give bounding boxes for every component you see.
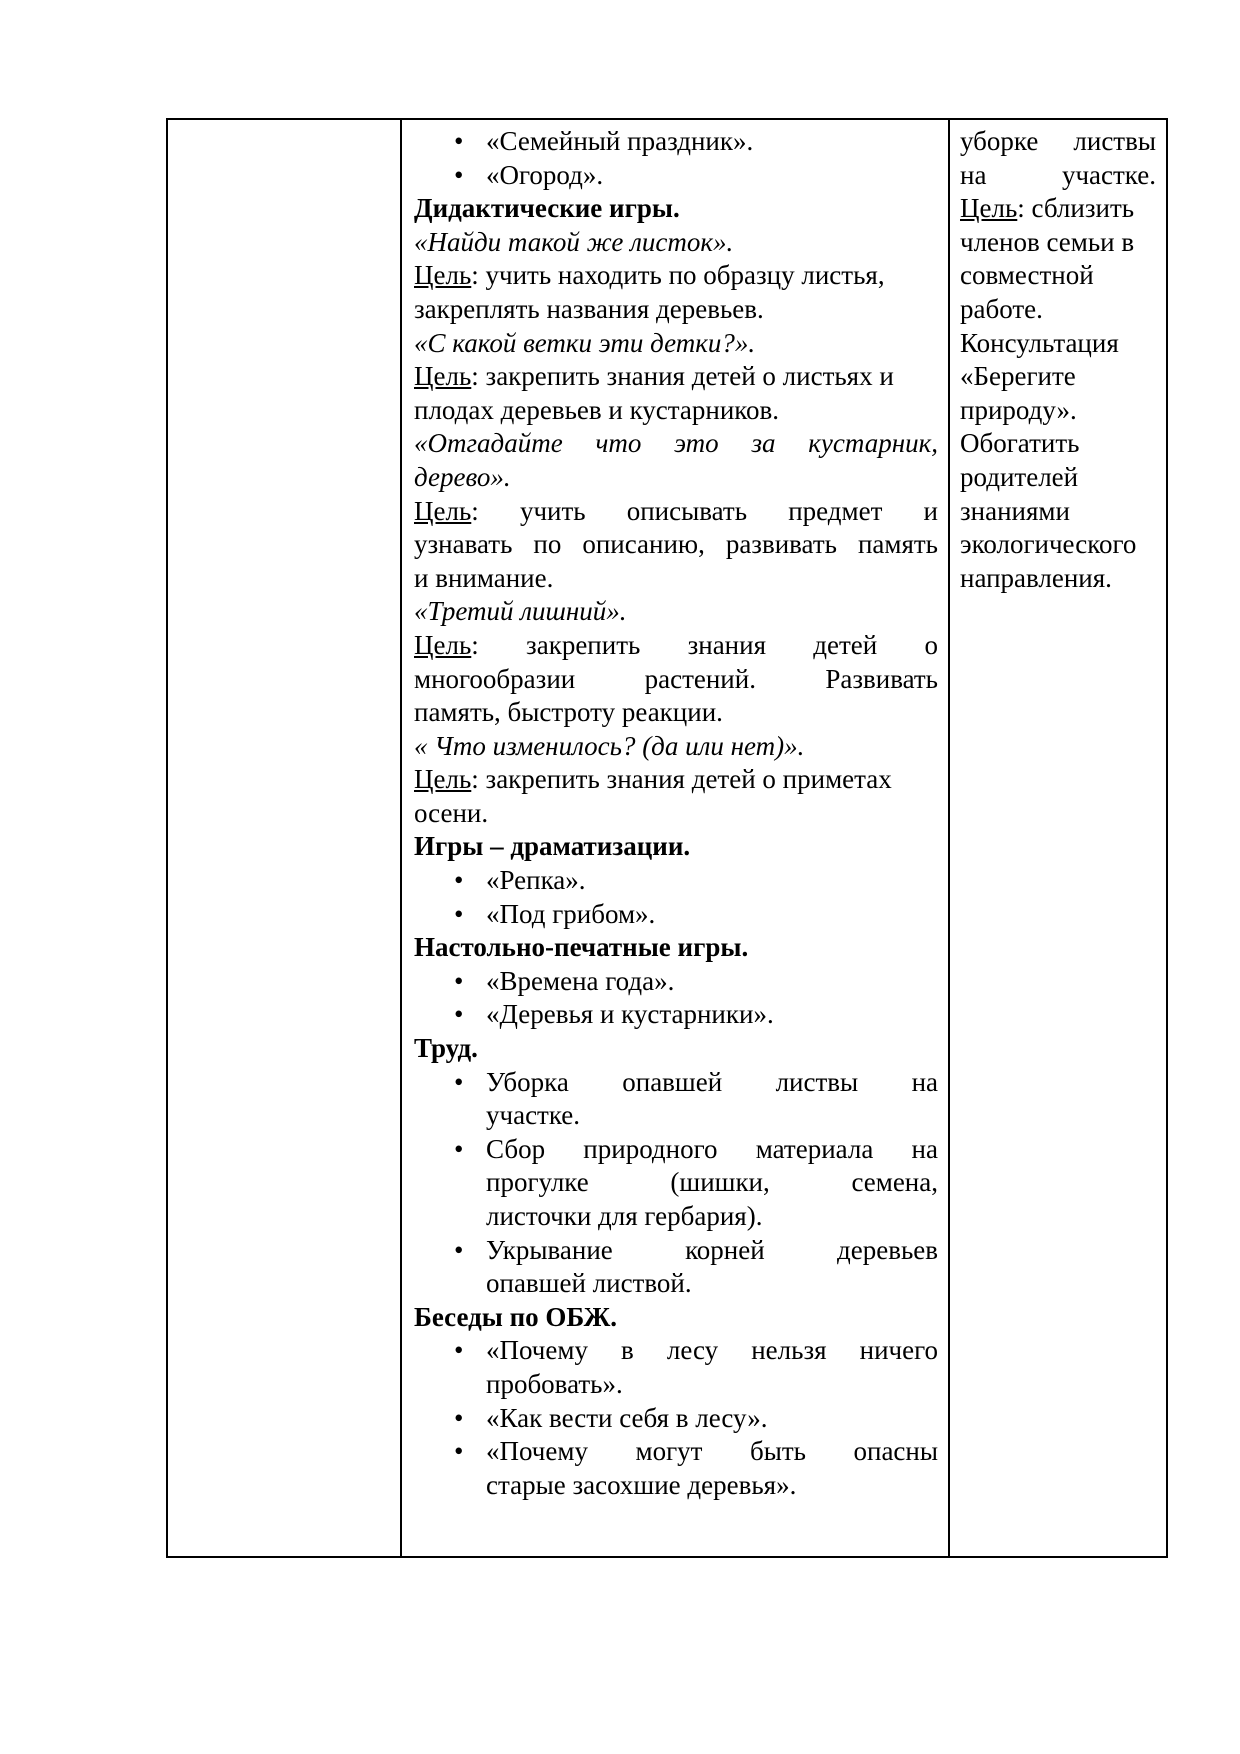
drama-list xyxy=(414,864,938,931)
goal-label: Цель xyxy=(414,495,472,526)
list-item: • Уборка опавшей листвы на участке. xyxy=(454,1066,938,1131)
game-goal: Цель: закрепить знания детей о приметах xyxy=(414,764,892,795)
game-goal: Цель: учить описывать предмет и xyxy=(414,495,938,526)
bullet-icon: • xyxy=(454,1436,464,1467)
list-item: • «Почему могут быть опасны старые засохшие деревья». xyxy=(454,1436,938,1500)
game-title-cont: дерево». xyxy=(414,461,511,492)
game-goal-cont: плодах деревьев и кустарников. xyxy=(414,394,780,425)
safety-heading: Беседы по ОБЖ. xyxy=(414,1301,618,1332)
board-heading: Настольно-печатные игры. xyxy=(414,932,749,963)
list-item: • «Почему в лесу нельзя ничего пробовать». xyxy=(454,1335,938,1399)
goal-label: Цель xyxy=(414,260,472,291)
game-goal-cont: закреплять названия деревьев. xyxy=(414,293,764,324)
list-item: • «Под грибом». xyxy=(414,898,938,932)
game-title: « Что изменилось? (да или нет)». xyxy=(414,730,805,761)
bullet-icon: • xyxy=(454,1234,464,1265)
bullet-icon: • xyxy=(454,1402,464,1433)
intro-list xyxy=(414,125,938,192)
text-line: на участке. xyxy=(960,159,1156,190)
list-item: • «Как вести себя в лесу». xyxy=(414,1402,938,1436)
list-item: • «Огород». xyxy=(414,159,938,193)
list-item: • «Семейный праздник». xyxy=(414,125,938,159)
list-item: • «Деревья и кустарники». xyxy=(414,998,938,1032)
goal-label: Цель xyxy=(414,764,472,795)
text-line: совместной xyxy=(960,260,1094,291)
table-row xyxy=(167,119,1167,1557)
bullet-icon: • xyxy=(454,965,464,996)
text-line: родителей xyxy=(960,461,1079,492)
goal-label: Цель xyxy=(414,629,472,660)
safety-list xyxy=(414,1334,938,1502)
goal-line: Цель: сблизить xyxy=(960,193,1135,224)
text-line: знаниями xyxy=(960,495,1070,526)
game-goal-cont: многообразии растений. Развивать xyxy=(414,663,938,694)
game-goal: Цель: закрепить знания детей о xyxy=(414,629,938,660)
drama-heading: Игры – драматизации. xyxy=(414,831,691,862)
game-title: «Найди такой же листок». xyxy=(414,226,734,257)
board-list xyxy=(414,965,938,1032)
game-goal: Цель: учить находить по образцу листья, xyxy=(414,260,885,291)
game-goal-cont: узнавать по описанию, развивать память xyxy=(414,529,938,560)
text-line: работе. xyxy=(960,293,1043,324)
text-line: природу». xyxy=(960,394,1077,425)
bullet-icon: • xyxy=(454,126,464,156)
labor-heading: Труд. xyxy=(414,1033,478,1064)
game-goal-cont: и внимание. xyxy=(414,562,554,593)
bullet-icon: • xyxy=(454,999,464,1030)
left-cell xyxy=(167,119,401,1557)
bullet-icon: • xyxy=(454,865,464,896)
bullet-icon: • xyxy=(454,1066,464,1097)
bullet-icon: • xyxy=(454,1133,464,1164)
text-line: членов семьи в xyxy=(960,226,1135,257)
game-goal-cont: память, быстроту реакции. xyxy=(414,697,723,728)
game-title: «Третий лишний». xyxy=(414,596,627,627)
list-item: • «Репка». xyxy=(414,864,938,898)
text-line: «Берегите xyxy=(960,361,1076,392)
game-goal-cont: осени. xyxy=(414,797,489,828)
text-line: направления. xyxy=(960,562,1112,593)
text-line: Консультация xyxy=(960,327,1119,358)
list-item: • «Времена года». xyxy=(414,965,938,999)
parents-cell xyxy=(949,119,1167,1557)
didactic-heading: Дидактические игры. xyxy=(414,193,680,224)
game-title: «С какой ветки эти детки?». xyxy=(414,327,756,358)
game-goal: Цель: закрепить знания детей о листьях и xyxy=(414,361,894,392)
text-line: уборке листвы xyxy=(960,126,1156,156)
text-line: экологического xyxy=(960,529,1137,560)
game-title: «Отгадайте что это за кустарник, xyxy=(414,428,938,459)
goal-label: Цель xyxy=(414,361,472,392)
bullet-icon: • xyxy=(454,898,464,929)
activities-cell xyxy=(401,119,949,1557)
bullet-icon: • xyxy=(454,159,464,190)
plan-table xyxy=(166,118,1168,1558)
goal-label: Цель xyxy=(960,193,1018,224)
bullet-icon: • xyxy=(454,1335,464,1366)
list-item: • Укрывание корней деревьев опавшей листвой. xyxy=(454,1234,938,1299)
list-item: • Сбор природного материала на прогулке (шишки, семена, листочки для гербария). xyxy=(454,1133,938,1231)
text-line: Обогатить xyxy=(960,428,1080,459)
labor-list xyxy=(414,1066,938,1301)
